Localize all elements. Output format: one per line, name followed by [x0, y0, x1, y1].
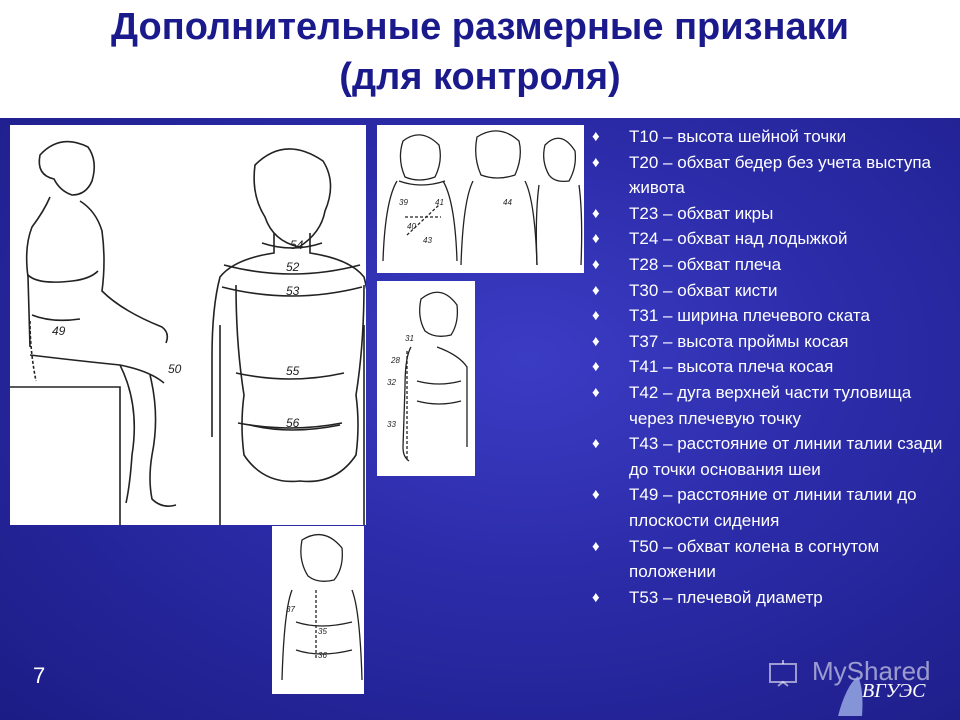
- list-item-text: Т49 – расстояние от линии талии до плоскости сидения: [629, 485, 917, 530]
- list-item: [592, 252, 952, 278]
- watermark: MyShared: [812, 656, 931, 686]
- label-49: 49: [52, 324, 66, 338]
- bullet-diamond-icon: ♦: [592, 588, 600, 606]
- bullet-diamond-icon: ♦: [592, 204, 600, 222]
- list-item-text: Т30 – обхват кисти: [629, 280, 778, 300]
- bullet-diamond-icon: ♦: [592, 435, 600, 453]
- slide-title: [0, 2, 960, 102]
- label-32: 32: [387, 378, 396, 387]
- list-item-text: Т42 – дуга верхней части туловища через плечевую точку: [629, 382, 912, 428]
- title-line-1: Дополнительные размерные признаки: [111, 6, 849, 48]
- label-31: 31: [405, 334, 414, 343]
- measurement-list: [592, 124, 952, 610]
- bullet-diamond-icon: ♦: [592, 358, 600, 376]
- label-54: 54: [290, 238, 304, 252]
- measurement-figure-small: [272, 526, 364, 694]
- title-line-2: (для контроля): [339, 56, 621, 98]
- measurement-figures-main: [10, 125, 366, 525]
- arm-figure-illustration: [377, 281, 475, 476]
- label-50: 50: [168, 362, 182, 376]
- label-56: 56: [286, 416, 300, 430]
- list-item: [592, 431, 952, 482]
- measurement-figures-back: [377, 125, 584, 273]
- list-item: [592, 354, 952, 380]
- list-item: [592, 380, 952, 431]
- list-item: [592, 303, 952, 329]
- label-33: 33: [387, 420, 396, 429]
- list-item-text: Т41 – высота плеча косая: [629, 357, 834, 377]
- list-item: [592, 585, 952, 611]
- list-item: [592, 201, 952, 227]
- bullet-diamond-icon: ♦: [592, 307, 600, 325]
- label-44: 44: [503, 198, 512, 207]
- list-item-text: Т23 – обхват икры: [629, 203, 774, 223]
- label-39: 39: [399, 198, 408, 207]
- measurement-figure-arm: [377, 281, 475, 476]
- bullet-diamond-icon: ♦: [592, 153, 600, 171]
- list-item-text: Т53 – плечевой диаметр: [629, 587, 823, 607]
- label-43: 43: [423, 236, 432, 245]
- list-item-text: Т31 – ширина плечевого ската: [629, 306, 870, 326]
- list-item: [592, 534, 952, 585]
- list-item: [592, 150, 952, 201]
- list-item: [592, 482, 952, 533]
- bullet-diamond-icon: ♦: [592, 281, 600, 299]
- bullet-diamond-icon: ♦: [592, 383, 600, 401]
- list-item-text: Т28 – обхват плеча: [629, 254, 782, 274]
- label-36: 36: [318, 651, 327, 660]
- bullet-diamond-icon: ♦: [592, 537, 600, 555]
- list-item: [592, 278, 952, 304]
- bullet-diamond-icon: ♦: [592, 486, 600, 504]
- back-figures-illustration: [377, 125, 584, 273]
- bullet-diamond-icon: ♦: [592, 255, 600, 273]
- label-28: 28: [391, 356, 400, 365]
- label-35: 35: [318, 627, 327, 636]
- list-item-text: Т50 – обхват колена в согнутом положении: [629, 536, 880, 582]
- logo-text: ВГУЭС: [862, 680, 926, 702]
- bullet-diamond-icon: ♦: [592, 230, 600, 248]
- list-item-text: Т37 – высота проймы косая: [629, 331, 849, 351]
- label-37: 37: [286, 605, 295, 614]
- label-40: 40: [407, 222, 416, 231]
- list-item: [592, 329, 952, 355]
- bullet-diamond-icon: ♦: [592, 332, 600, 350]
- bullet-diamond-icon: ♦: [592, 128, 600, 145]
- figures-illustration: [10, 125, 366, 525]
- list-item-text: Т20 – обхват бедер без учета выступа живота: [629, 152, 931, 198]
- list-item: [592, 124, 952, 150]
- label-52: 52: [286, 260, 300, 274]
- label-53: 53: [286, 284, 300, 298]
- list-item-text: Т43 – расстояние от линии талии сзади до точки основания шеи: [629, 434, 943, 479]
- label-41: 41: [435, 198, 444, 207]
- label-55: 55: [286, 364, 300, 378]
- list-item-text: Т10 – высота шейной точки: [629, 127, 847, 146]
- page-number: 7: [33, 663, 46, 688]
- small-figure-illustration: [272, 526, 364, 694]
- list-item: [592, 226, 952, 252]
- list-item-text: Т24 – обхват над лодыжкой: [629, 229, 848, 249]
